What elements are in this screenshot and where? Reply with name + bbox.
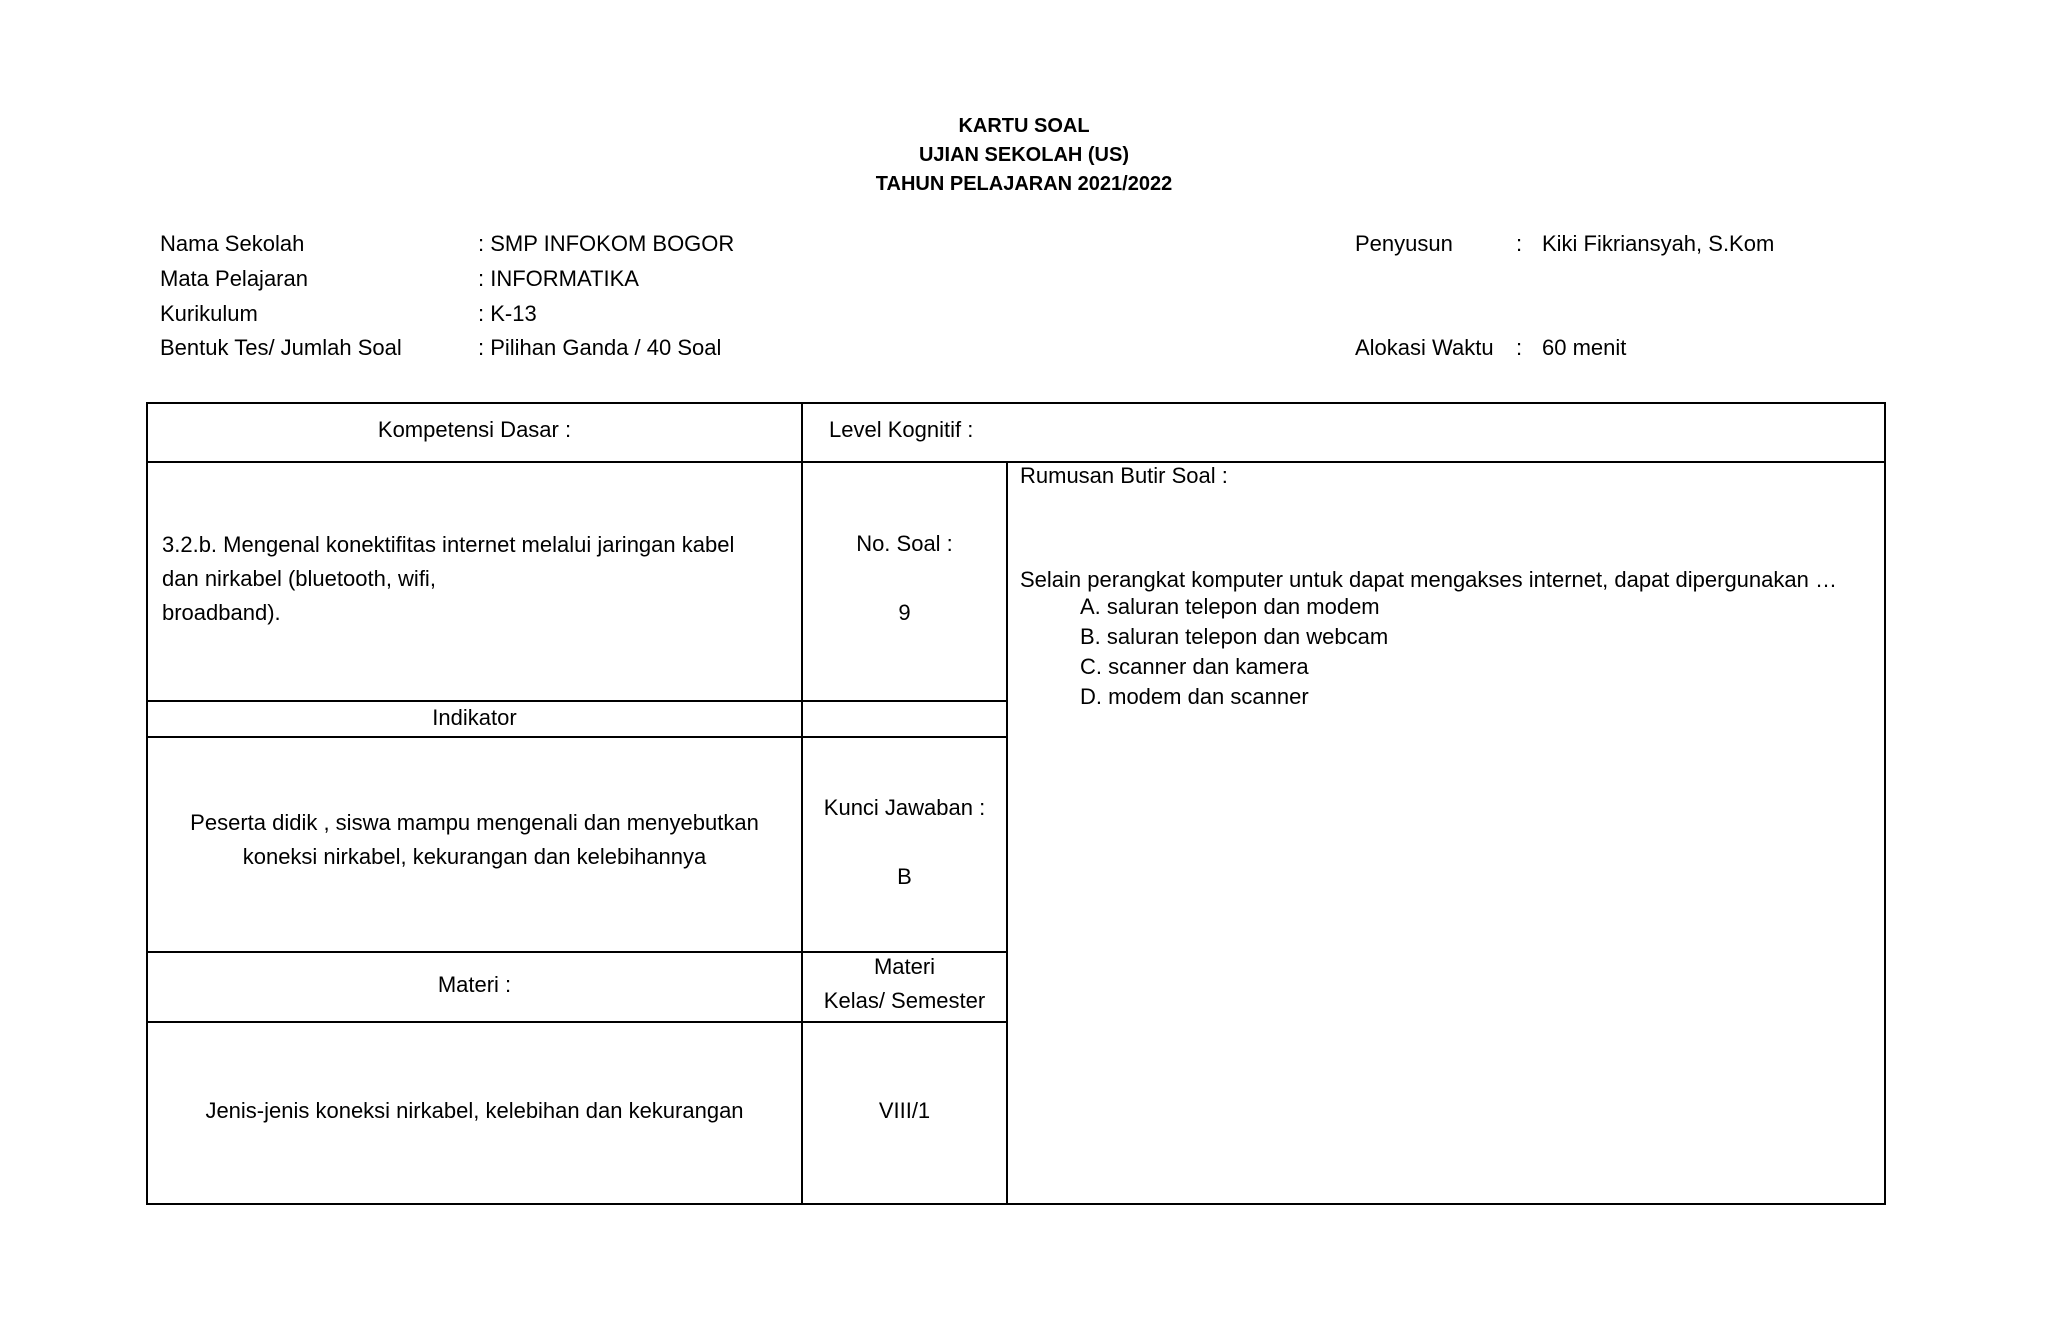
- indikator-line-1: Peserta didik , siswa mampu mengenali dan menyebutkan: [190, 810, 759, 835]
- subject-value: : INFORMATIKA: [478, 266, 639, 291]
- kunci-label: Kunci Jawaban :: [823, 795, 986, 820]
- test-value: : Pilihan Ganda / 40 Soal: [478, 335, 722, 360]
- time-colon: :: [1516, 335, 1523, 360]
- table-line-header: [146, 461, 1886, 463]
- school-value: : SMP INFOKOM BOGOR: [478, 231, 735, 256]
- option-c: C. scanner dan kamera: [1080, 654, 1309, 679]
- option-a: A. saluran telepon dan modem: [1080, 594, 1380, 619]
- author-label: Penyusun: [1355, 231, 1453, 256]
- kelas-header-line-2: Kelas/ Semester: [823, 988, 986, 1013]
- table-border-top: [146, 402, 1886, 404]
- author-colon: :: [1516, 231, 1523, 256]
- kelas-header-line-1: Materi: [873, 954, 936, 979]
- subject-label: Mata Pelajaran: [160, 266, 308, 291]
- kd-header: Kompetensi Dasar :: [377, 417, 572, 442]
- kd-line-2: dan nirkabel (bluetooth, wifi,: [162, 566, 436, 591]
- curriculum-value: : K-13: [478, 301, 537, 326]
- rumusan-label: Rumusan Butir Soal :: [1020, 463, 1228, 488]
- kunci-value: B: [897, 864, 912, 889]
- table-line-indikator-header: [146, 736, 1008, 738]
- materi-header: Materi :: [437, 972, 512, 997]
- test-label: Bentuk Tes/ Jumlah Soal: [160, 335, 402, 360]
- table-border-left: [146, 402, 148, 1205]
- indikator-header: Indikator: [432, 705, 517, 730]
- exam-title: UJIAN SEKOLAH (US): [918, 144, 1129, 166]
- card-title: KARTU SOAL: [958, 115, 1090, 137]
- option-b: B. saluran telepon dan webcam: [1080, 624, 1389, 649]
- year-title: TAHUN PELAJARAN 2021/2022: [875, 173, 1173, 195]
- no-soal-label: No. Soal :: [856, 531, 953, 556]
- table-line-materi-header: [146, 1021, 1008, 1023]
- no-soal-value: 9: [898, 600, 911, 625]
- question-text: Selain perangkat komputer untuk dapat mengakses internet, dapat dipergunakan …: [1020, 567, 1837, 592]
- table-border-right: [1884, 402, 1886, 1205]
- author-value: Kiki Fikriansyah, S.Kom: [1542, 231, 1775, 256]
- option-d: D. modem dan scanner: [1080, 684, 1309, 709]
- curriculum-label: Kurikulum: [160, 301, 258, 326]
- time-label: Alokasi Waktu: [1355, 335, 1494, 360]
- indikator-line-2: koneksi nirkabel, kekurangan dan kelebihannya: [242, 844, 707, 869]
- table-divider-2: [1006, 461, 1008, 1205]
- kd-line-1: 3.2.b. Mengenal konektifitas internet melalui jaringan kabel: [162, 532, 735, 557]
- table-border-bottom: [146, 1203, 1886, 1205]
- kelas-value: VIII/1: [878, 1098, 931, 1123]
- level-header: Level Kognitif :: [829, 417, 974, 442]
- school-label: Nama Sekolah: [160, 231, 305, 256]
- time-value: 60 menit: [1542, 335, 1627, 360]
- materi-value: Jenis-jenis koneksi nirkabel, kelebihan dan kekurangan: [205, 1098, 744, 1123]
- kd-line-3: broadband).: [162, 600, 281, 625]
